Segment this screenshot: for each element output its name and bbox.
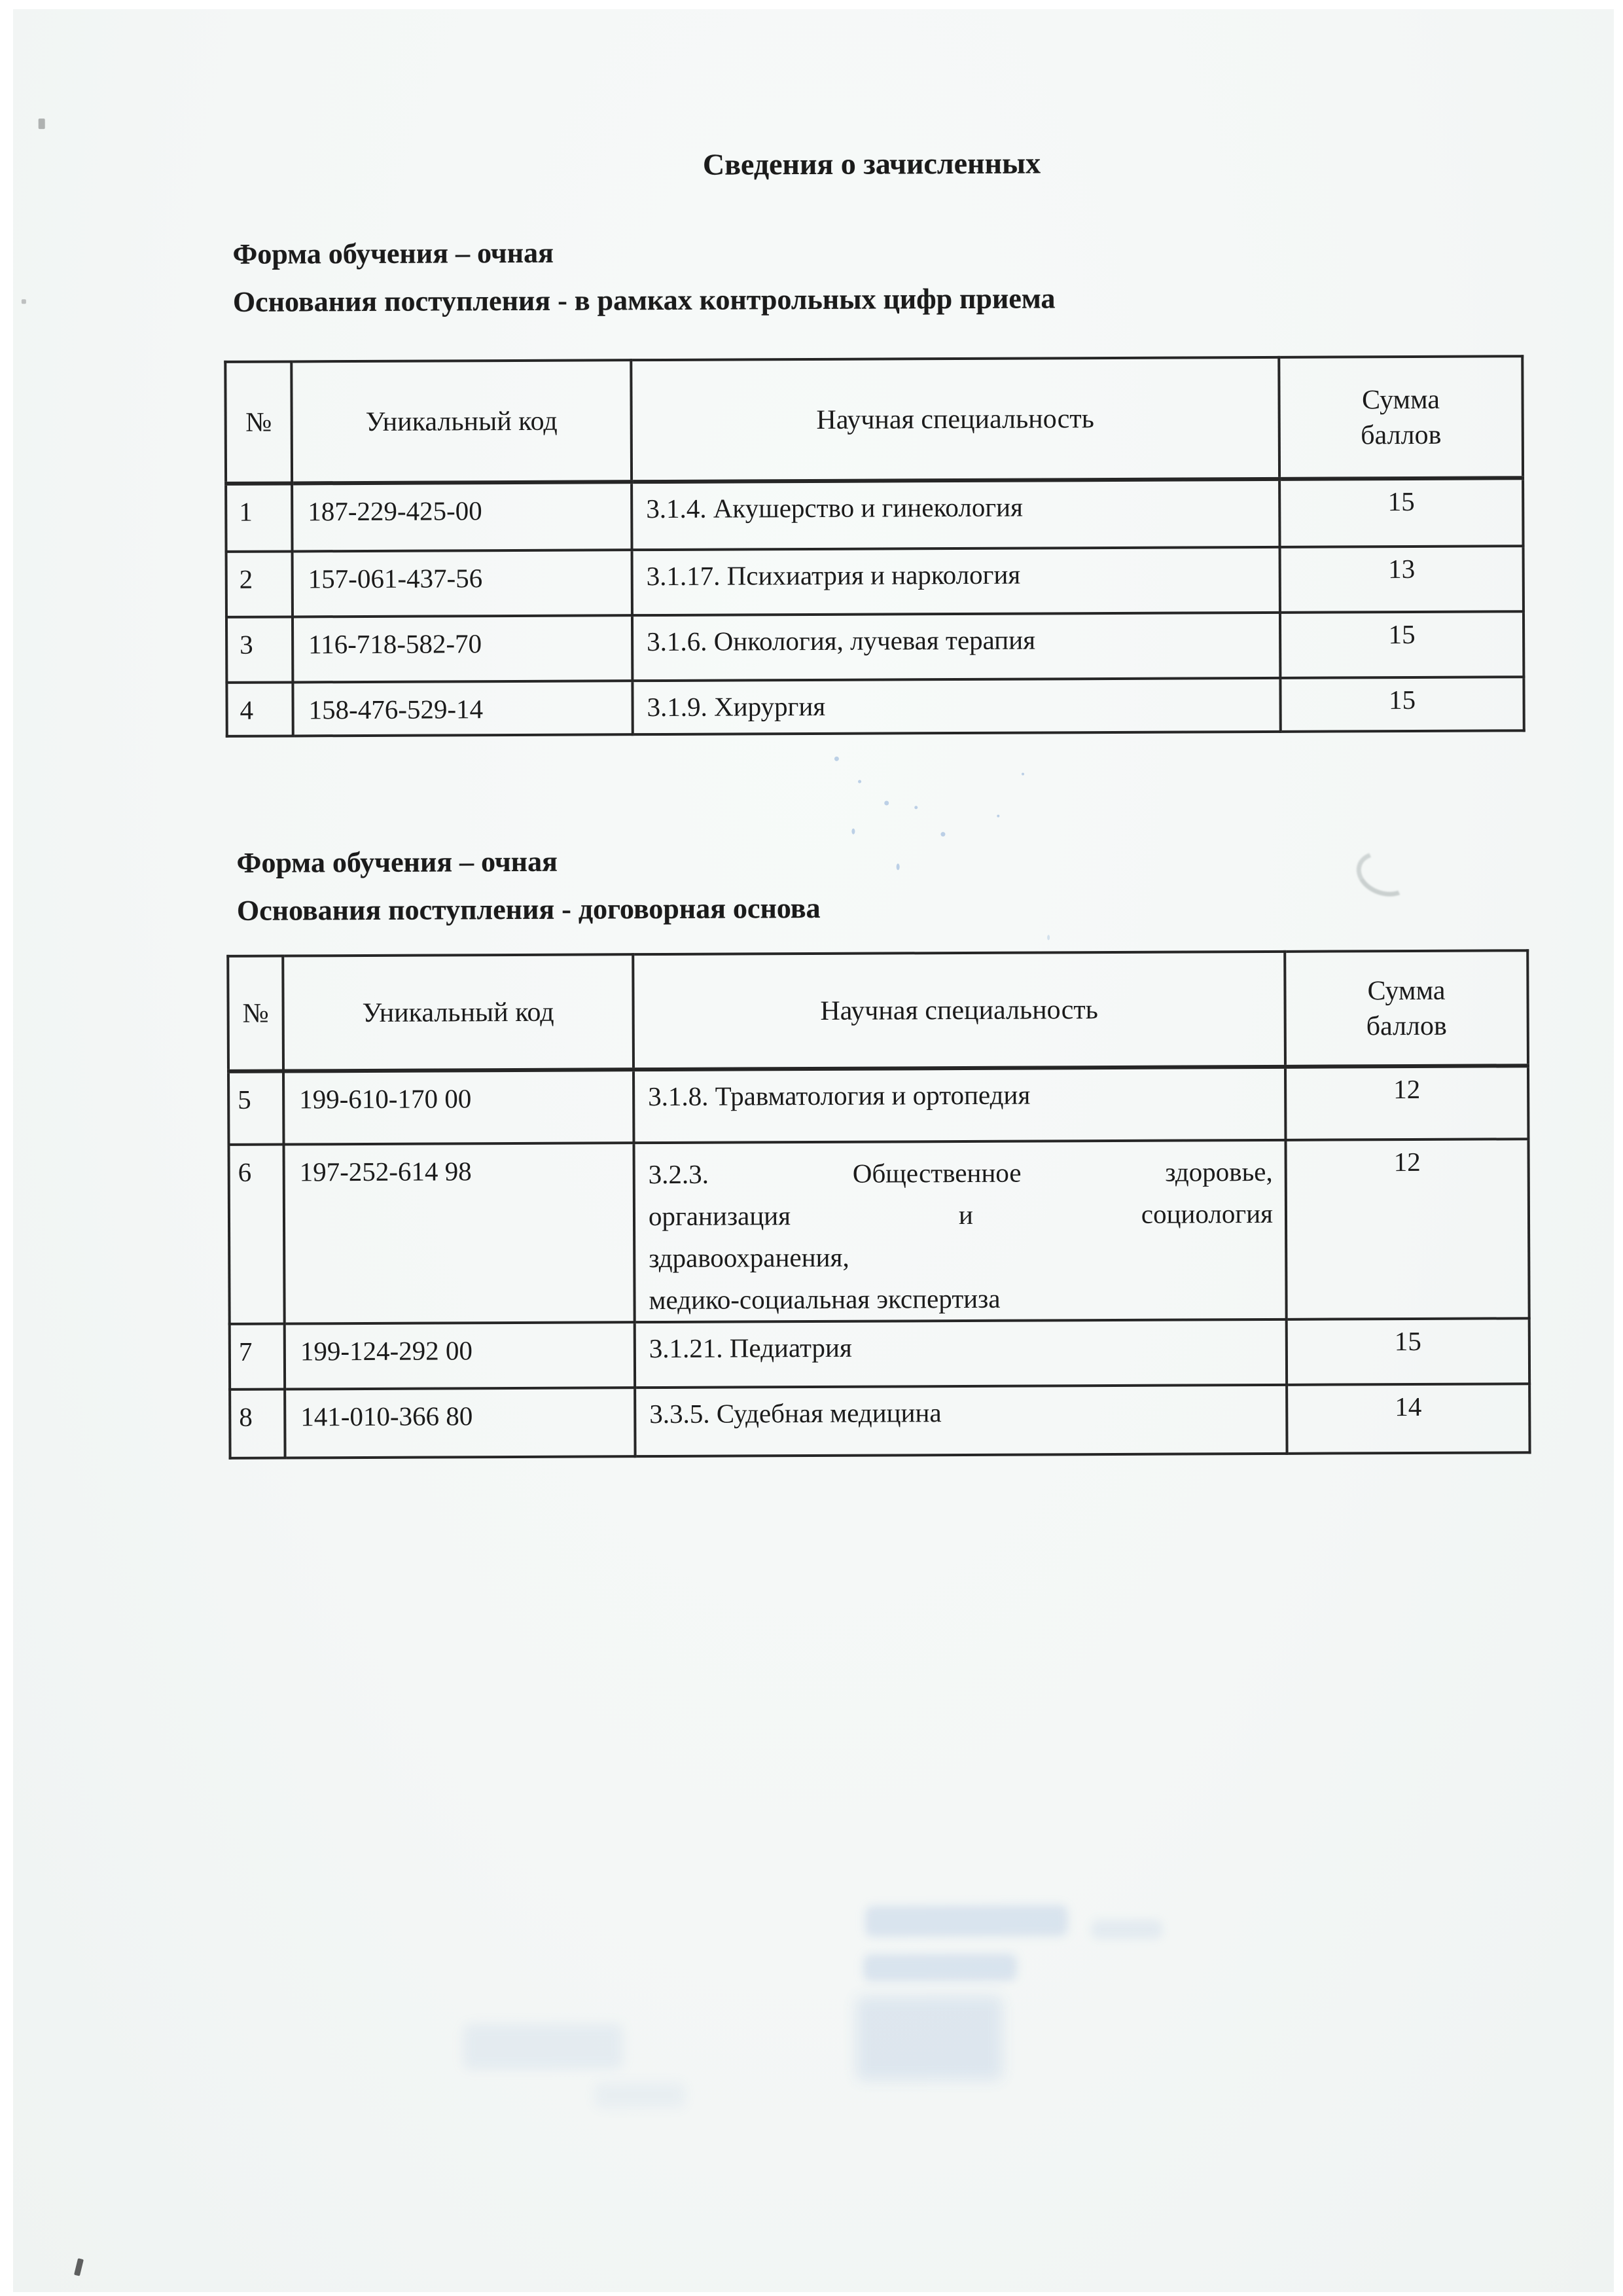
unique-code-cell: 197-252-614 98 bbox=[283, 1143, 634, 1323]
unique-code-cell: 116-718-582-70 bbox=[293, 615, 632, 682]
document-title: Сведения о зачисленных bbox=[702, 146, 1041, 181]
scan-artifact-bleedthrough bbox=[863, 1954, 1017, 1982]
table-row bbox=[226, 677, 1524, 736]
specialty-cell: 3.1.9. Хирургия bbox=[632, 678, 1280, 734]
scan-artifact-blue-dot bbox=[851, 829, 855, 834]
scan-artifact-speck bbox=[74, 2258, 84, 2276]
table-row bbox=[230, 1384, 1529, 1458]
scan-artifact-speck bbox=[39, 118, 45, 129]
column-header-unique-code: Уникальный код bbox=[291, 360, 632, 483]
table-row bbox=[228, 1066, 1528, 1145]
specialty-cell: 3.1.21. Педиатрия bbox=[635, 1319, 1287, 1388]
specialty-cell bbox=[633, 1140, 1286, 1322]
enrolled-table-contract bbox=[226, 949, 1531, 1460]
table-row bbox=[226, 611, 1524, 683]
score-cell: 15 bbox=[1287, 1318, 1529, 1385]
specialty-cell: 3.1.17. Психиатрия и наркология bbox=[632, 547, 1280, 615]
table-row bbox=[226, 546, 1524, 617]
scan-artifact-blue-dot bbox=[1022, 773, 1024, 776]
row-number-cell: 8 bbox=[230, 1390, 285, 1458]
unique-code-cell: 199-124-292 00 bbox=[285, 1322, 635, 1389]
scan-artifact-speck bbox=[22, 299, 26, 304]
specialty-cell: 3.1.8. Травматология и ортопедия bbox=[633, 1067, 1285, 1143]
score-cell: 12 bbox=[1285, 1139, 1529, 1319]
section-2-headings bbox=[236, 836, 820, 935]
scan-artifact-blue-dot bbox=[940, 832, 945, 836]
specialty-line: здравоохранения, bbox=[649, 1242, 849, 1274]
specialty-line: медико-социальная экспертиза bbox=[649, 1283, 1001, 1316]
specialty-cell: 3.1.4. Акушерство и гинекология bbox=[632, 479, 1279, 550]
score-sum-line2: баллов bbox=[1366, 1011, 1447, 1041]
score-sum-line1: Сумма bbox=[1367, 975, 1446, 1006]
column-header-specialty: Научная специальность bbox=[633, 952, 1285, 1069]
table-header-row bbox=[228, 950, 1528, 1071]
table-header-row bbox=[225, 356, 1523, 484]
specialty-line: 3.2.3. Общественное здоровье, bbox=[648, 1156, 1273, 1190]
scan-artifact-bleedthrough bbox=[855, 1996, 1003, 2081]
row-number-cell: 3 bbox=[226, 617, 293, 682]
table-row bbox=[230, 1318, 1529, 1390]
enrolled-table-budget bbox=[224, 355, 1525, 738]
scan-artifact-blue-dot bbox=[884, 800, 889, 805]
section-1-headings bbox=[232, 226, 1055, 325]
unique-code-cell: 141-010-366 80 bbox=[285, 1388, 635, 1458]
scan-artifact-blue-dot bbox=[858, 780, 861, 783]
column-header-specialty: Научная специальность bbox=[631, 357, 1279, 482]
row-number-cell: 1 bbox=[226, 483, 292, 551]
score-cell: 13 bbox=[1280, 546, 1524, 613]
row-number-cell: 6 bbox=[228, 1145, 284, 1324]
score-cell: 14 bbox=[1287, 1384, 1529, 1454]
form-of-study-line: Форма обучения – очная bbox=[236, 845, 558, 879]
score-cell: 12 bbox=[1285, 1066, 1528, 1140]
scan-artifact-blue-dot bbox=[1047, 935, 1050, 940]
scan-artifact-bleedthrough bbox=[1091, 1920, 1163, 1939]
admission-basis-line: Основания поступления - договорная основа bbox=[236, 891, 821, 927]
form-of-study-line: Форма обучения – очная bbox=[232, 236, 554, 270]
score-sum-line1: Сумма bbox=[1361, 384, 1440, 415]
score-cell: 15 bbox=[1279, 478, 1523, 547]
scan-artifact-blue-dot bbox=[834, 757, 839, 761]
column-header-number: № bbox=[225, 361, 292, 483]
row-number-cell: 7 bbox=[230, 1324, 285, 1390]
unique-code-cell: 157-061-437-56 bbox=[293, 550, 632, 617]
scan-artifact-bleedthrough bbox=[865, 1905, 1068, 1937]
column-header-score-sum bbox=[1285, 950, 1528, 1067]
admission-basis-line: Основания поступления - в рамках контрольных цифр приема bbox=[232, 282, 1056, 318]
specialty-cell: 3.1.6. Онкология, лучевая терапия bbox=[632, 613, 1280, 681]
column-header-number: № bbox=[228, 956, 283, 1071]
specialty-line: организация и социология bbox=[648, 1198, 1274, 1232]
scan-artifact-blue-dot bbox=[997, 815, 999, 817]
column-header-unique-code: Уникальный код bbox=[283, 954, 633, 1071]
scan-artifact-gray-mark bbox=[1350, 844, 1419, 904]
unique-code-cell: 158-476-529-14 bbox=[293, 681, 632, 736]
row-number-cell: 5 bbox=[228, 1071, 283, 1145]
scan-artifact-bleedthrough bbox=[463, 2023, 623, 2070]
column-header-score-sum bbox=[1279, 356, 1523, 479]
unique-code-cell: 187-229-425-00 bbox=[292, 482, 632, 551]
score-sum-line2: баллов bbox=[1361, 420, 1442, 450]
score-cell: 15 bbox=[1280, 611, 1524, 678]
scan-artifact-blue-dot bbox=[914, 806, 918, 809]
unique-code-cell: 199-610-170 00 bbox=[283, 1069, 633, 1144]
row-number-cell: 2 bbox=[226, 551, 293, 617]
scan-artifact-blue-dot bbox=[897, 863, 900, 870]
specialty-cell: 3.3.5. Судебная медицина bbox=[635, 1385, 1287, 1456]
score-cell: 15 bbox=[1280, 677, 1524, 732]
row-number-cell: 4 bbox=[226, 682, 293, 736]
table-row bbox=[228, 1139, 1529, 1324]
scan-artifact-bleedthrough bbox=[594, 2082, 686, 2109]
table-row bbox=[226, 478, 1523, 552]
